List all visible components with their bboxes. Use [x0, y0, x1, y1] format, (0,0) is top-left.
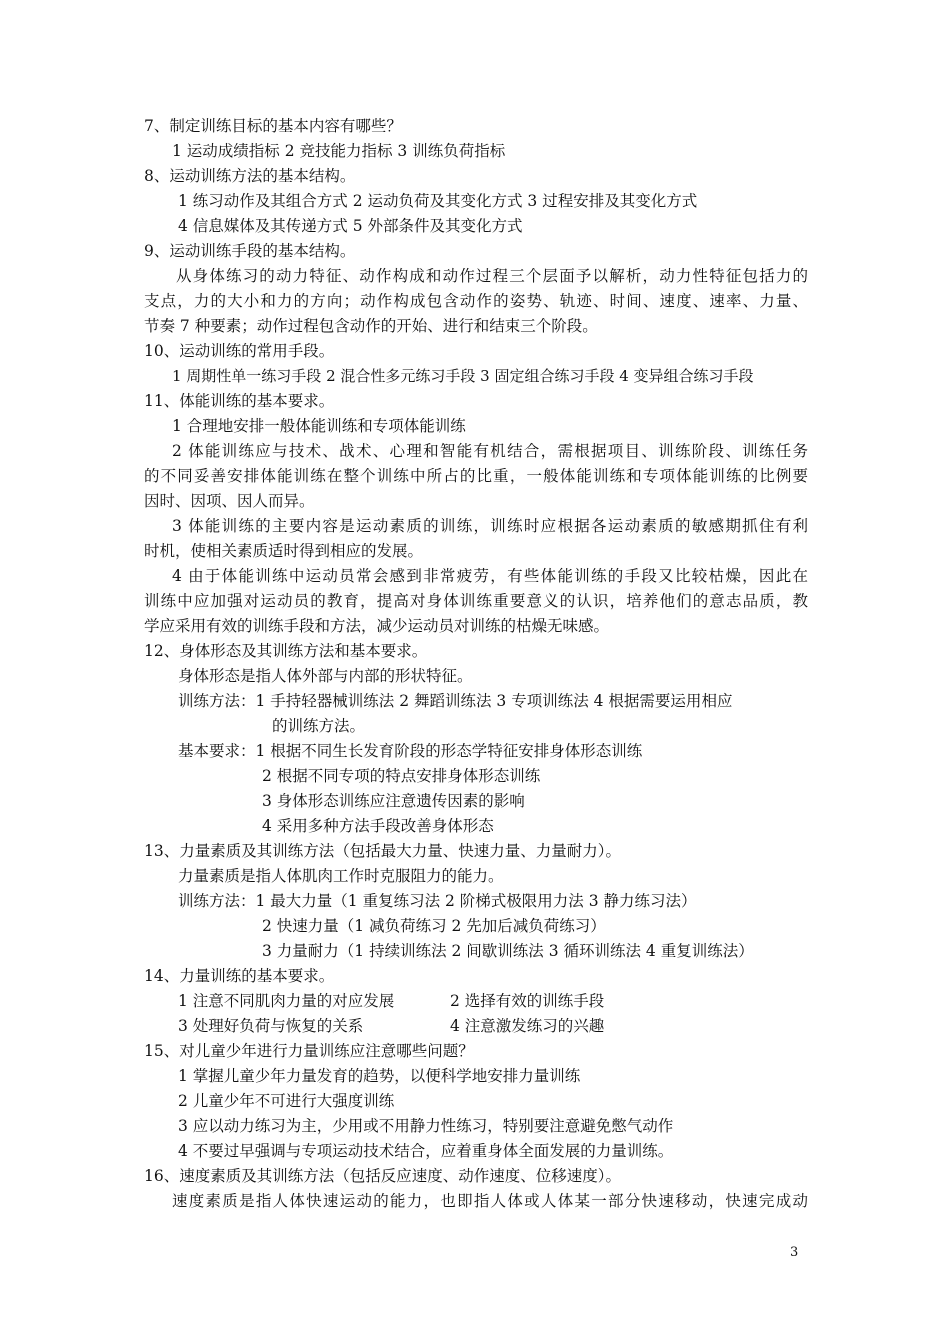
- text-line: 3 应以动力练习为主，少用或不用静力性练习，特别要注意避免憋气动作: [178, 1117, 674, 1135]
- text-line: 节奏 7 种要素；动作过程包含动作的开始、进行和结束三个阶段。: [144, 317, 598, 335]
- text-line: 1 注意不同肌肉力量的对应发展: [178, 992, 395, 1010]
- heading-q16: 16、速度素质及其训练方法（包括反应速度、动作速度、位移速度）。: [144, 1167, 621, 1185]
- text-line: 力量素质是指人体肌肉工作时克服阻力的能力。: [178, 867, 504, 885]
- text-line: 训练方法：1 最大力量（1 重复练习法 2 阶梯式极限用力法 3 静力练习法）: [178, 892, 697, 910]
- text-line: 1 合理地安排一般体能训练和专项体能训练: [172, 417, 466, 435]
- text-line: 4 信息媒体及其传递方式 5 外部条件及其变化方式: [178, 217, 523, 235]
- text-line: 2 儿童少年不可进行大强度训练: [178, 1092, 395, 1110]
- text-line: 3 体能训练的主要内容是运动素质的训练，训练时应根据各运动素质的敏感期抓住有利: [172, 517, 808, 535]
- text-line: 时机，使相关素质适时得到相应的发展。: [144, 542, 424, 560]
- text-line: 3 处理好负荷与恢复的关系: [178, 1017, 364, 1035]
- heading-q9: 9、运动训练手段的基本结构。: [144, 242, 356, 260]
- text-line: 1 练习动作及其组合方式 2 运动负荷及其变化方式 3 过程安排及其变化方式: [178, 192, 698, 210]
- text-line: 的训练方法。: [272, 717, 366, 735]
- text-line: 身体形态是指人体外部与内部的形状特征。: [178, 667, 473, 685]
- heading-q10: 10、运动训练的常用手段。: [144, 342, 335, 360]
- heading-q7: 7、制定训练目标的基本内容有哪些？: [144, 117, 402, 135]
- text-line: 2 根据不同专项的特点安排身体形态训练: [262, 767, 541, 785]
- text-line: 4 采用多种方法手段改善身体形态: [262, 817, 494, 835]
- heading-q8: 8、运动训练方法的基本结构。: [144, 167, 356, 185]
- text-line: 4 不要过早强调与专项运动技术结合，应着重身体全面发展的力量训练。: [178, 1142, 674, 1160]
- text-line: 1 周期性单一练习手段 2 混合性多元练习手段 3 固定组合练习手段 4 变异组合练习手段: [172, 367, 754, 385]
- text-line: 1 运动成绩指标 2 竞技能力指标 3 训练负荷指标: [172, 142, 506, 160]
- heading-q14: 14、力量训练的基本要求。: [144, 967, 335, 985]
- text-line: 训练中应加强对运动员的教育，提高对身体训练重要意义的认识，培养他们的意志品质，教: [144, 592, 808, 610]
- text-line: 基本要求：1 根据不同生长发育阶段的形态学特征安排身体形态训练: [178, 742, 643, 760]
- text-line: 因时、因项、因人而异。: [144, 492, 315, 510]
- heading-q11: 11、体能训练的基本要求。: [144, 392, 335, 410]
- text-line: 训练方法：1 手持轻器械训练法 2 舞蹈训练法 3 专项训练法 4 根据需要运用相应: [178, 692, 733, 710]
- text-line: 3 身体形态训练应注意遗传因素的影响: [262, 792, 525, 810]
- text-line: 从身体练习的动力特征、动作构成和动作过程三个层面予以解析，动力性特征包括力的: [176, 267, 808, 285]
- text-line: 2 选择有效的训练手段: [450, 992, 605, 1010]
- heading-q13: 13、力量素质及其训练方法（包括最大力量、快速力量、力量耐力）。: [144, 842, 621, 860]
- text-line: 2 体能训练应与技术、战术、心理和智能有机结合，需根据项目、训练阶段、训练任务: [172, 442, 808, 460]
- page-number: 3: [790, 1245, 799, 1260]
- text-line: 3 力量耐力（1 持续训练法 2 间歇训练法 3 循环训练法 4 重复训练法）: [262, 942, 754, 960]
- text-line: 的不同妥善安排体能训练在整个训练中所占的比重，一般体能训练和专项体能训练的比例要: [144, 467, 808, 485]
- text-line: 4 注意激发练习的兴趣: [450, 1017, 605, 1035]
- heading-q12: 12、身体形态及其训练方法和基本要求。: [144, 642, 428, 660]
- text-line: 2 快速力量（1 减负荷练习 2 先加后减负荷练习）: [262, 917, 606, 935]
- text-line: 4 由于体能训练中运动员常会感到非常疲劳，有些体能训练的手段又比较枯燥，因此在: [172, 567, 808, 585]
- text-line: 1 掌握儿童少年力量发育的趋势，以便科学地安排力量训练: [178, 1067, 581, 1085]
- text-line: 学应采用有效的训练手段和方法，减少运动员对训练的枯燥无味感。: [144, 617, 610, 635]
- heading-q15: 15、对儿童少年进行力量训练应注意哪些问题？: [144, 1042, 474, 1060]
- text-line: 支点，力的大小和力的方向；动作构成包含动作的姿势、轨迹、时间、速度、速率、力量、: [144, 292, 808, 310]
- text-line: 速度素质是指人体快速运动的能力，也即指人体或人体某一部分快速移动，快速完成动: [172, 1192, 808, 1210]
